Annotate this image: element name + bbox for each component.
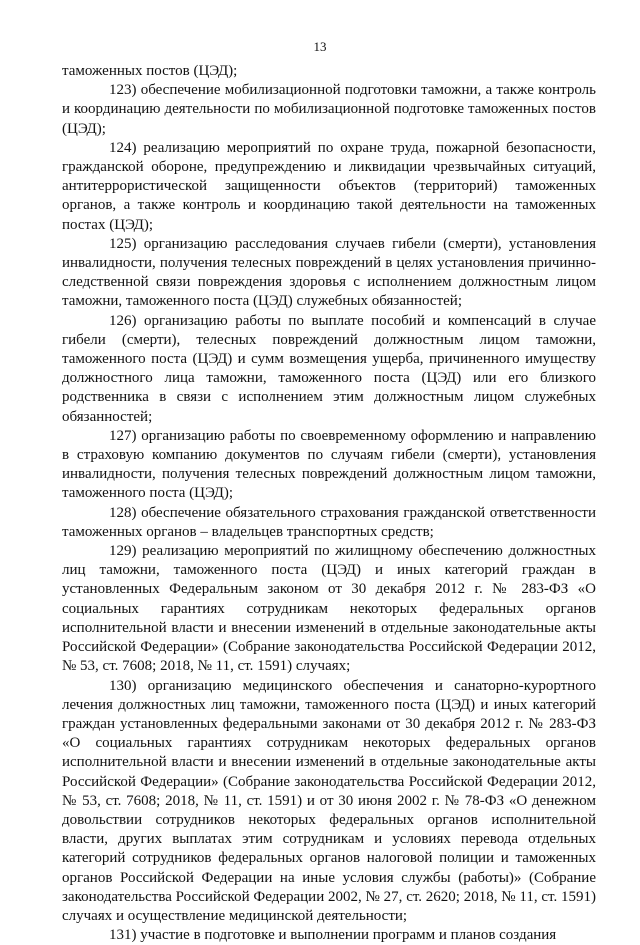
paragraph-item-127: 127) организацию работы по своевременному оформлению и направлению в страховую компанию документов по случаям гибели (смерти), установления инвалидности, получения телесных повреждений должностным лицом таможни, таможенного поста (ЦЭД); [62,427,596,502]
paragraph-item-130: 130) организацию медицинского обеспечения и санаторно-курортного лечения должностных лиц таможни, таможенного поста (ЦЭД) и иных категорий граждан установленных федеральными законами от 30 декабря 2012 г. № 283-ФЗ «О социальных гарантиях сотрудникам некоторых федеральных органов исполнительной власти и внесении изменений в отдельные законодательные акты Российской Федерации» (Собрание законодательства Российской Федерации 2012, № 53, ст. 7608; 2018, № 11, ст. 1591) и от 30 июня 2002 г. № 78-ФЗ «О денежном довольствии сотрудников некоторых федеральных органов исполнительной власти, других выплатах этим сотрудникам и условиях перевода отдельных категорий сотрудников федеральных органов налоговой полиции и таможенных органов Российской Федерации на иные условия службы (работы)» (Собрание законодательства Российской Федерации 2002, № 27, ст. 2620; 2018, № 11, ст. 1591) случаях и осуществление медицинской деятельности; [62,677,596,924]
page-number: 13 [313,39,327,54]
paragraph-item-123: 123) обеспечение мобилизационной подготовки таможни, а также контроль и координацию деятельности по мобилизационной подготовке таможенных постов (ЦЭД); [62,82,596,137]
paragraph-item-124: 124) реализацию мероприятий по охране труда, пожарной безопасности, гражданской обороне, предупреждению и ликвидации чрезвычайных ситуаций, антитеррористической защищенности объектов (территорий) таможенных органов, а также контроль и координацию такой деятельности на таможенных постах (ЦЭД); [62,139,596,233]
paragraph-item-131: 131) участие в подготовке и выполнении программ и планов создания [109,927,557,944]
paragraph-continuation: таможенных постов (ЦЭД); [62,63,238,79]
paragraph-item-128: 128) обеспечение обязательного страхования гражданской ответственности таможенных органов – владельцев транспортных средств; [62,504,596,540]
paragraph-item-129: 129) реализацию мероприятий по жилищному обеспечению должностных лиц таможни, таможенного поста (ЦЭД) и иных категорий граждан в установленных Федеральным законом от 30 декабря 2012 г. № 283-ФЗ «О социальных гарантиях сотрудникам некоторых федеральных органов исполнительной власти и внесении изменений в отдельные законодательные акты Российской Федерации» (Собрание законодательства Российской Федерации 2012, № 53, ст. 7608; 2018, № 11, ст. 1591) случаях; [62,543,596,675]
document-body [62,62,596,945]
paragraph-item-126: 126) организацию работы по выплате пособий и компенсаций в случае гибели (смерти), телесных повреждений должностным лицом таможни, таможенного поста (ЦЭД) и сумм возмещения ущерба, причиненного имуществу должностного лица таможни, таможенного поста (ЦЭД) или его близкого родственника в связи с исполнением этим должностным лицом служебных обязанностей; [62,312,596,425]
paragraph-item-125: 125) организацию расследования случаев гибели (смерти), установления инвалидности, получения телесных повреждений в целях установления причинно-следственной связи повреждения здоровья с исполнением должностным лицом таможни, таможенного поста (ЦЭД) служебных обязанностей; [62,235,596,310]
